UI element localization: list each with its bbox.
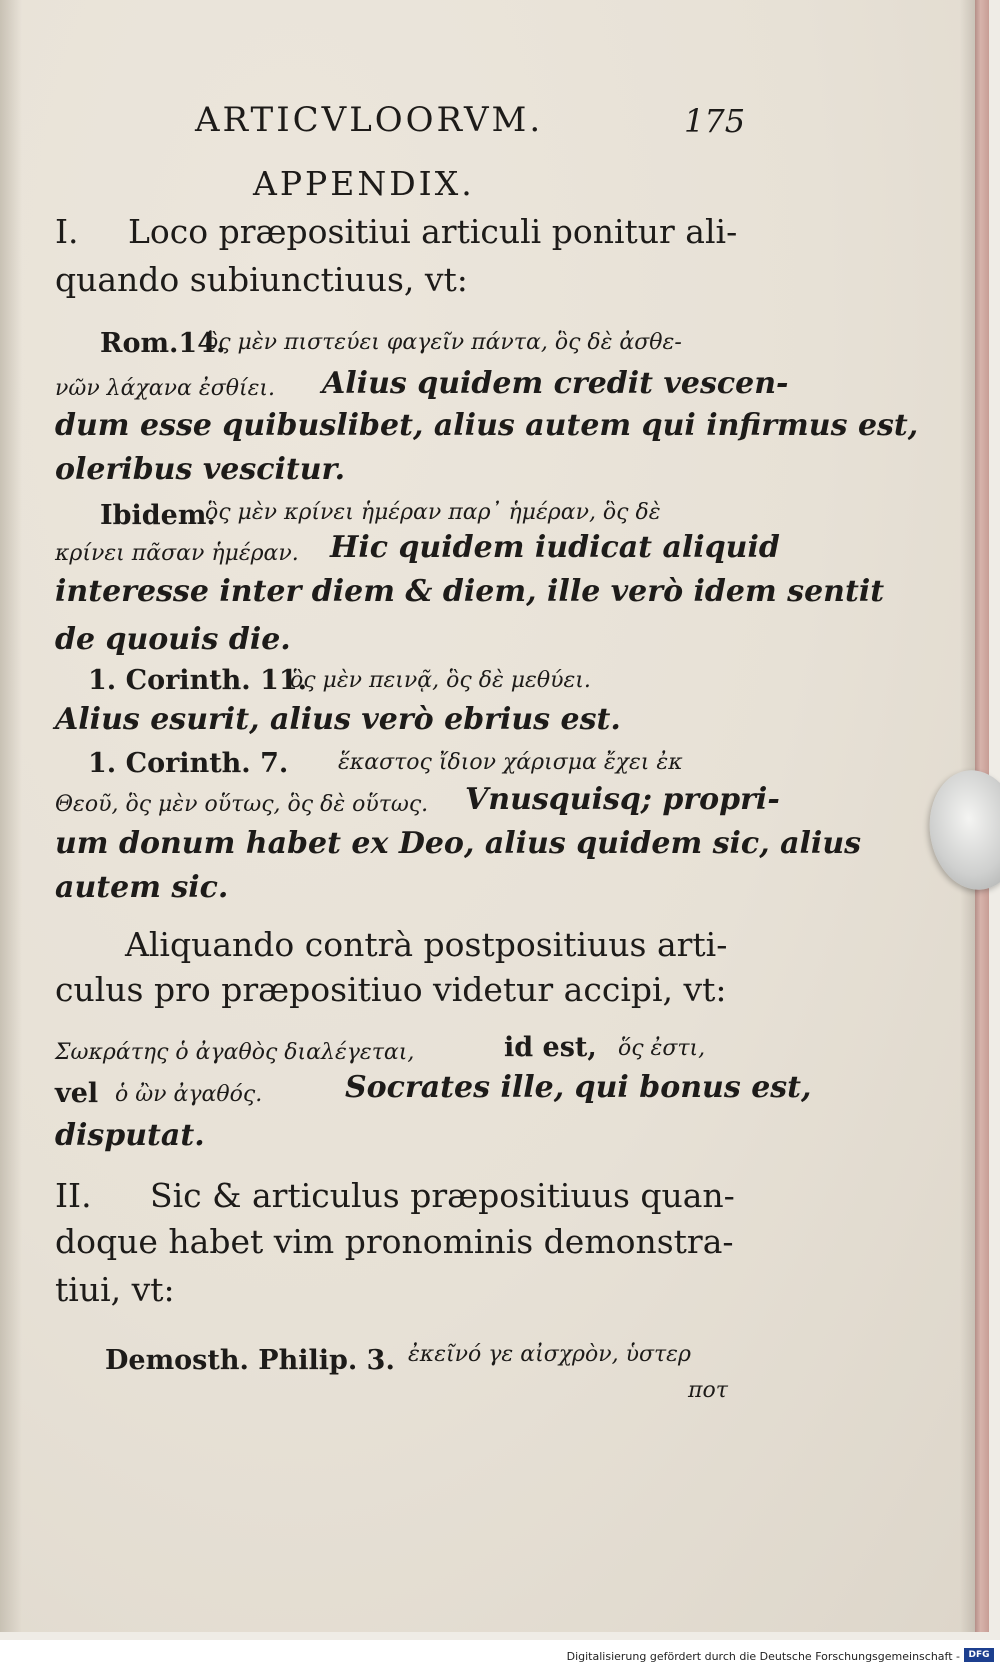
dfg-logo-icon: DFG (964, 1648, 994, 1662)
citation-cor7: 1. Corinth. 7. (88, 748, 289, 779)
section-heading: APPENDIX. (253, 164, 475, 203)
citation-ibidem: Ibidem. (100, 500, 216, 531)
greek-ibidem-1: ὃς μὲν κρίνει ἡμέραν παρ᾽ ἡμέραν, ὃς δὲ (205, 500, 661, 525)
latin-cor7-1: Vnusquisq; propri- (465, 782, 780, 817)
latin-socrates-2: disputat. (55, 1118, 205, 1153)
greek-demosth: ἐκεῖνό γε αἰσχρὸν, ὑστερ (408, 1342, 691, 1367)
greek-socrates-1: Σωκράτης ὁ ἀγαθὸς διαλέγεται, (55, 1040, 415, 1065)
latin-cor7-2: um donum habet ex Deo, alius quidem sic, alius (55, 826, 862, 861)
latin-cor11: Alius esurit, alius verò ebrius est. (55, 702, 621, 737)
footer-credit: Digitalisierung gefördert durch die Deutsche Forschungsgemeinschaft - (566, 1650, 960, 1663)
greek-socrates-2: ὁ ὢν ἀγαθός. (115, 1082, 263, 1107)
latin-ibidem-2: interesse inter diem & diem, ille verò idem sentit (55, 574, 885, 609)
section1-line2: quando subiunctiuus, vt: (55, 260, 468, 299)
catchword: ποτ (688, 1378, 728, 1403)
section2-line1: Sic & articulus præpositiuus quan- (150, 1176, 735, 1215)
greek-cor11: ὃς μὲν πεινᾷ, ὃς δὲ μεθύει. (290, 668, 591, 693)
latin-cor7-3: autem sic. (55, 870, 229, 905)
greek-rom-1: ὃς μὲν πιστεύει φαγεῖν πάντα, ὃς δὲ ἀσθε- (205, 330, 682, 355)
latin-ibidem-1: Hic quidem iudicat aliquid (330, 530, 780, 565)
socrates-vel: vel (55, 1078, 99, 1109)
section1-line1: Loco præpositiui articuli ponitur ali- (128, 212, 738, 251)
greek-cor7-1: ἕκαστος ἴδιον χάρισμα ἔχει ἐκ (338, 750, 683, 775)
aliquando-line2: culus pro præpositiuo videtur accipi, vt: (55, 970, 727, 1009)
latin-socrates-1: Socrates ille, qui bonus est, (345, 1070, 812, 1105)
greek-cor7-2: Θεοῦ, ὃς μὲν οὕτως, ὃς δὲ οὕτως. (55, 792, 429, 817)
latin-rom-3: oleribus vescitur. (55, 452, 346, 487)
latin-rom-1: Alius quidem credit vescen- (322, 366, 789, 401)
section2-line3: tiui, vt: (55, 1270, 175, 1309)
greek-socrates-1b: ὅς ἐστι, (618, 1036, 706, 1061)
section-numeral-1: I. (55, 212, 79, 251)
socrates-id-est: id est, (504, 1032, 597, 1063)
aliquando-line1: Aliquando contrà postpositiuus arti- (125, 925, 728, 964)
latin-rom-2: dum esse quibuslibet, alius autem qui infirmus est, (55, 408, 919, 443)
latin-ibidem-3: de quouis die. (55, 622, 291, 657)
greek-rom-2: νῶν λάχανα ἐσθίει. (55, 376, 276, 401)
section-numeral-2: II. (55, 1176, 92, 1215)
greek-ibidem-2: κρίνει πᾶσαν ἡμέραν. (55, 541, 299, 566)
citation-cor11: 1. Corinth. 11. (88, 665, 308, 696)
citation-demosth: Demosth. Philip. 3. (105, 1345, 395, 1376)
section2-line2: doque habet vim pronominis demonstra- (55, 1222, 734, 1261)
citation-rom: Rom.14. (100, 328, 226, 359)
running-head: ARTICVLOORVM. (195, 100, 544, 140)
page-number: 175 (684, 102, 746, 140)
